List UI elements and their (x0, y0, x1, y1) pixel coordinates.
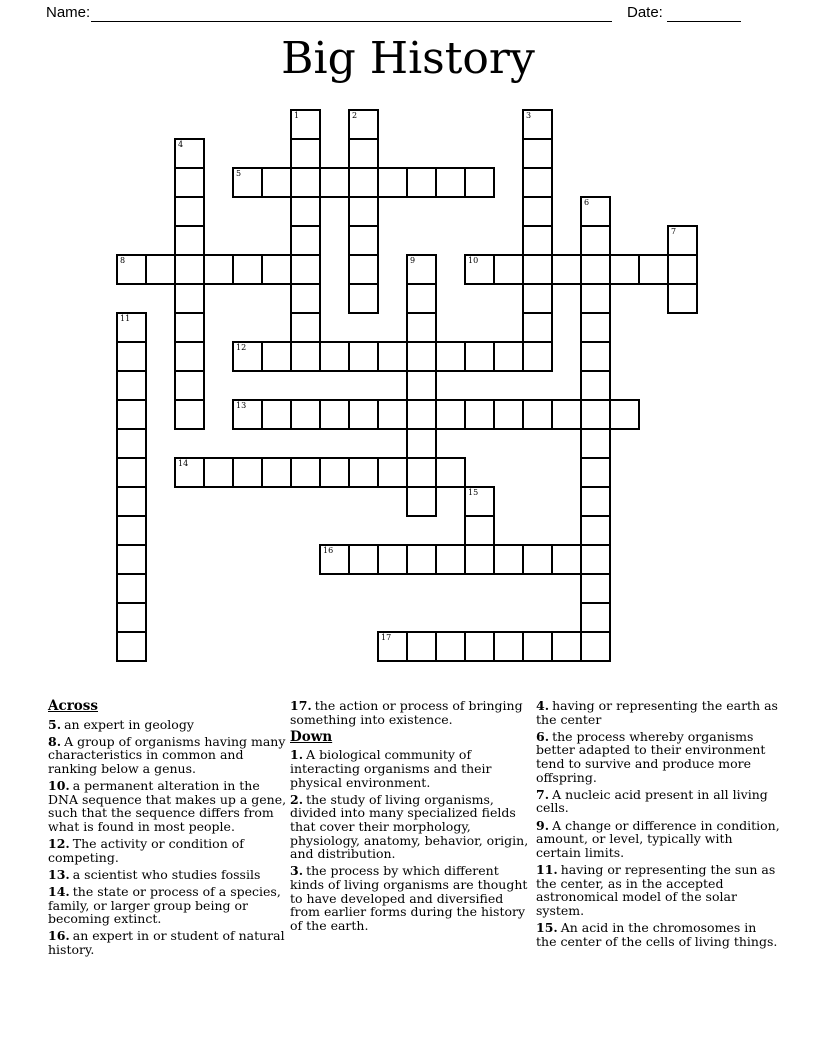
grid-cell[interactable] (175, 371, 204, 400)
grid-cell[interactable] (465, 516, 494, 545)
grid-cell[interactable] (175, 342, 204, 371)
grid-cell[interactable] (117, 371, 146, 400)
grid-cell[interactable] (610, 400, 639, 429)
name-label: Name: (46, 4, 91, 21)
grid-cell[interactable] (175, 226, 204, 255)
clue-d11 (536, 863, 780, 918)
grid-cell[interactable] (320, 545, 349, 574)
grid-cell[interactable] (581, 226, 610, 255)
grid-cell[interactable] (262, 342, 291, 371)
grid-cell[interactable] (523, 632, 552, 661)
grid-cell[interactable] (291, 139, 320, 168)
clue-d7 (536, 788, 780, 815)
clue-number: 5. (48, 716, 62, 732)
clue-d15 (536, 921, 780, 948)
grid-cell[interactable] (581, 371, 610, 400)
grid-cell[interactable] (668, 255, 697, 284)
clue-a14 (48, 885, 288, 926)
grid-cell[interactable] (639, 255, 668, 284)
grid-cell[interactable] (117, 545, 146, 574)
grid-cell[interactable] (523, 110, 552, 139)
grid-cell[interactable] (349, 226, 378, 255)
grid-cell[interactable] (233, 458, 262, 487)
grid-cell[interactable] (552, 632, 581, 661)
grid-cell[interactable] (581, 429, 610, 458)
cell-number: 14 (178, 459, 189, 468)
grid-cell[interactable] (204, 458, 233, 487)
grid-cell[interactable] (175, 168, 204, 197)
clue-text: An acid in the chromosomes in the center of the cells of living things. (536, 919, 778, 949)
grid-cell[interactable] (465, 342, 494, 371)
grid-cell[interactable] (523, 284, 552, 313)
clue-text: A biological community of interacting organisms and their physical environment. (290, 747, 492, 790)
grid-cell[interactable] (262, 458, 291, 487)
grid-cell[interactable] (494, 342, 523, 371)
grid-cell[interactable] (523, 400, 552, 429)
clue-number: 10. (48, 778, 70, 794)
grid-cell[interactable] (465, 168, 494, 197)
clue-text: a permanent alteration in the DNA sequence that makes up a gene, such that the sequence differs from what is found in most people. (48, 778, 287, 835)
clue-a10 (48, 779, 288, 834)
cell-number: 9 (410, 256, 416, 265)
clue-number: 8. (48, 733, 62, 749)
cell-number: 16 (323, 546, 334, 555)
cell-number: 10 (468, 256, 479, 265)
grid-cell[interactable] (117, 574, 146, 603)
clue-number: 9. (536, 817, 550, 833)
grid-cell[interactable] (378, 458, 407, 487)
grid-cell[interactable] (436, 458, 465, 487)
clue-number: 13. (48, 866, 70, 882)
grid-cell[interactable] (320, 458, 349, 487)
grid-cell[interactable] (581, 255, 610, 284)
grid-cell[interactable] (407, 313, 436, 342)
clue-number: 2. (290, 791, 304, 807)
grid-cell[interactable] (523, 342, 552, 371)
cell-number: 12 (236, 343, 247, 352)
grid-cell[interactable] (494, 400, 523, 429)
grid-cell[interactable] (378, 545, 407, 574)
clue-text: the process whereby organisms better adapted to their environment tend to survive and produce more offspring. (536, 728, 766, 785)
clue-d1 (290, 748, 536, 789)
grid-cell[interactable] (465, 545, 494, 574)
grid-cell[interactable] (117, 429, 146, 458)
grid-cell[interactable] (349, 342, 378, 371)
clue-text: The activity or condition of competing. (48, 836, 244, 865)
clues-column-1 (48, 699, 288, 960)
grid-cell[interactable] (175, 284, 204, 313)
cell-number: 11 (120, 314, 131, 323)
grid-cell[interactable] (581, 545, 610, 574)
clue-text: an expert in or student of natural history. (48, 928, 285, 958)
grid-cell[interactable] (523, 139, 552, 168)
grid-cell[interactable] (175, 400, 204, 429)
clue-number: 4. (536, 698, 550, 713)
grid-cell[interactable] (349, 139, 378, 168)
grid-cell[interactable] (407, 342, 436, 371)
grid-cell[interactable] (436, 400, 465, 429)
grid-cell[interactable] (581, 197, 610, 226)
grid-cell[interactable] (581, 342, 610, 371)
grid-cell[interactable] (668, 226, 697, 255)
grid-cell[interactable] (117, 516, 146, 545)
grid-cell[interactable] (581, 284, 610, 313)
grid-cell[interactable] (117, 632, 146, 661)
clue-text: the action or process of bringing something into existence. (290, 698, 523, 727)
grid-cell[interactable] (233, 342, 262, 371)
grid-cell[interactable] (407, 284, 436, 313)
grid-cell[interactable] (233, 400, 262, 429)
grid-cell[interactable] (204, 255, 233, 284)
grid-cell[interactable] (494, 632, 523, 661)
grid-cell[interactable] (407, 400, 436, 429)
grid-cell[interactable] (117, 400, 146, 429)
grid-cell[interactable] (320, 400, 349, 429)
grid-cell[interactable] (523, 197, 552, 226)
clues-column-2 (290, 699, 536, 936)
grid-cell[interactable] (407, 255, 436, 284)
grid-cell[interactable] (117, 313, 146, 342)
clue-number: 12. (48, 836, 70, 852)
clues-down-header: Down (290, 728, 333, 745)
grid-cell[interactable] (407, 168, 436, 197)
grid-cell[interactable] (465, 632, 494, 661)
cell-number: 8 (120, 256, 126, 265)
clue-number: 1. (290, 747, 304, 763)
cell-number: 15 (468, 488, 479, 497)
clue-number: 6. (536, 728, 550, 744)
cell-number: 2 (352, 111, 358, 120)
clue-number: 11. (536, 861, 558, 877)
grid-cell[interactable] (523, 226, 552, 255)
grid-cell[interactable] (581, 603, 610, 632)
cell-number: 3 (526, 111, 532, 120)
grid-cell[interactable] (465, 400, 494, 429)
grid-cell[interactable] (291, 342, 320, 371)
grid-cell[interactable] (436, 342, 465, 371)
grid-cell[interactable] (523, 545, 552, 574)
clue-text: the state or process of a species, family, or larger group being or becoming extinct. (48, 884, 281, 927)
grid-cell[interactable] (146, 255, 175, 284)
date-input-line[interactable] (667, 5, 741, 22)
date-label: Date: (627, 4, 663, 21)
clue-a17 (290, 699, 536, 726)
grid-cell[interactable] (233, 255, 262, 284)
clue-text: an expert in geology (64, 716, 194, 732)
grid-cell[interactable] (581, 574, 610, 603)
clue-text: having or representing the earth as the center (536, 698, 778, 727)
grid-cell[interactable] (349, 197, 378, 226)
clue-number: 15. (536, 919, 558, 935)
grid-cell[interactable] (175, 313, 204, 342)
grid-cell[interactable] (378, 342, 407, 371)
grid-cell[interactable] (523, 255, 552, 284)
cell-number: 5 (236, 169, 242, 178)
clue-d9 (536, 819, 780, 860)
grid-cell[interactable] (291, 110, 320, 139)
grid-cell[interactable] (407, 458, 436, 487)
clue-text: A group of organisms having many characteristics in common and ranking below a genus. (48, 733, 286, 777)
grid-cell[interactable] (117, 458, 146, 487)
clue-d6 (536, 730, 780, 785)
clue-a16 (48, 929, 288, 956)
clue-number: 16. (48, 928, 70, 944)
clue-a12 (48, 837, 288, 864)
grid-cell[interactable] (291, 197, 320, 226)
cell-number: 13 (236, 401, 247, 410)
grid-cell[interactable] (581, 632, 610, 661)
grid-cell[interactable] (494, 255, 523, 284)
grid-cell[interactable] (465, 487, 494, 516)
cell-number: 4 (178, 140, 184, 149)
grid-cell[interactable] (581, 487, 610, 516)
grid-cell[interactable] (668, 284, 697, 313)
grid-cell[interactable] (233, 168, 262, 197)
grid-cell[interactable] (378, 168, 407, 197)
cell-number: 6 (584, 198, 590, 207)
crossword-grid (117, 110, 697, 661)
grid-cell[interactable] (320, 342, 349, 371)
grid-cell[interactable] (349, 110, 378, 139)
grid-cell[interactable] (378, 632, 407, 661)
grid-cell[interactable] (436, 632, 465, 661)
clue-text: having or representing the sun as the center, as in the accepted astronomical model of the solar system. (536, 861, 776, 918)
grid-cell[interactable] (349, 400, 378, 429)
grid-cell[interactable] (349, 255, 378, 284)
grid-cell[interactable] (552, 255, 581, 284)
grid-cell[interactable] (407, 632, 436, 661)
grid-cell[interactable] (291, 313, 320, 342)
clue-a13 (48, 868, 288, 882)
clue-text: a scientist who studies fossils (72, 866, 261, 882)
grid-cell[interactable] (436, 168, 465, 197)
clue-number: 3. (290, 863, 304, 879)
clue-text: A change or difference in condition, amount, or level, typically with certain limits. (536, 817, 780, 860)
cell-number: 7 (671, 227, 677, 236)
grid-cell[interactable] (175, 197, 204, 226)
clues-column-3 (536, 699, 780, 952)
clue-number: 17. (290, 698, 312, 713)
clues-across-header: Across (48, 698, 99, 714)
grid-cell[interactable] (494, 545, 523, 574)
grid-cell[interactable] (407, 545, 436, 574)
grid-cell[interactable] (523, 168, 552, 197)
clue-d4 (536, 699, 780, 726)
grid-cell[interactable] (436, 545, 465, 574)
grid-cell[interactable] (349, 284, 378, 313)
grid-cell[interactable] (581, 400, 610, 429)
grid-cell[interactable] (291, 458, 320, 487)
clue-number: 14. (48, 884, 70, 900)
grid-cell[interactable] (117, 603, 146, 632)
grid-cell[interactable] (407, 371, 436, 400)
grid-cell[interactable] (465, 255, 494, 284)
grid-cell[interactable] (349, 458, 378, 487)
clue-number: 7. (536, 786, 550, 802)
grid-cell[interactable] (320, 168, 349, 197)
grid-cell[interactable] (291, 400, 320, 429)
grid-cell[interactable] (175, 255, 204, 284)
grid-cell[interactable] (407, 429, 436, 458)
clue-a5 (48, 718, 288, 732)
grid-cell[interactable] (291, 168, 320, 197)
grid-cell[interactable] (291, 284, 320, 313)
grid-cell[interactable] (262, 255, 291, 284)
grid-cell[interactable] (117, 255, 146, 284)
grid-cell[interactable] (117, 487, 146, 516)
grid-cell[interactable] (291, 255, 320, 284)
clue-text: the study of living organisms, divided into many specialized fields that cover their morphology, physiology, anatomy, behavior, origin, and distribution. (290, 791, 529, 862)
grid-cell[interactable] (523, 313, 552, 342)
grid-cell[interactable] (117, 342, 146, 371)
grid-cell[interactable] (610, 255, 639, 284)
grid-cell[interactable] (262, 168, 291, 197)
clue-a8 (48, 735, 288, 776)
grid-cell[interactable] (175, 458, 204, 487)
grid-cell[interactable] (552, 545, 581, 574)
clue-d3 (290, 864, 536, 932)
grid-cell[interactable] (291, 226, 320, 255)
name-input-line[interactable] (91, 5, 612, 22)
clue-text: the process by which different kinds of living organisms are thought to have developed and diversified from earlier forms during the history of the earth. (290, 863, 528, 933)
clue-text: A nucleic acid present in all living cells. (536, 786, 768, 816)
worksheet-title: Big History (281, 33, 535, 84)
grid-cell[interactable] (581, 458, 610, 487)
grid-cell[interactable] (581, 516, 610, 545)
grid-cell[interactable] (175, 139, 204, 168)
grid-cell[interactable] (262, 400, 291, 429)
clue-d2 (290, 793, 536, 861)
grid-cell[interactable] (552, 400, 581, 429)
cell-number: 17 (381, 633, 392, 642)
grid-cell[interactable] (349, 545, 378, 574)
grid-cell[interactable] (407, 487, 436, 516)
cell-number: 1 (294, 111, 300, 120)
grid-cell[interactable] (378, 400, 407, 429)
grid-cell[interactable] (349, 168, 378, 197)
grid-cell[interactable] (581, 313, 610, 342)
